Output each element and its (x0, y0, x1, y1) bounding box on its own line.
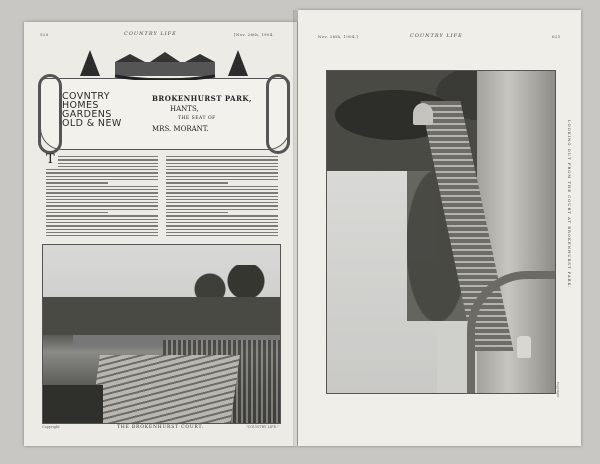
garden-view-photograph (326, 70, 556, 394)
text-line (166, 205, 278, 206)
text-line (46, 235, 158, 236)
title-banner (40, 48, 288, 152)
text-line (166, 199, 278, 200)
text-line (166, 222, 278, 223)
text-line (58, 163, 158, 164)
text-column-2 (166, 154, 278, 242)
text-line (46, 182, 108, 183)
right-date: Nov. 26th, 1904.] (318, 34, 359, 39)
right-running-title: COUNTRY LIFE (410, 33, 463, 39)
text-line (46, 189, 158, 190)
photo-credit-right: "COUNTRY LIFE." (246, 425, 279, 429)
text-line (166, 196, 278, 197)
text-line (166, 202, 278, 203)
photo-water (43, 385, 103, 424)
text-column-1 (46, 154, 158, 242)
text-line (46, 179, 158, 180)
text-line (46, 186, 158, 187)
text-line (46, 172, 158, 173)
text-line (46, 215, 158, 216)
text-line (166, 219, 278, 220)
scroll-ornament-left (38, 74, 62, 154)
text-line (166, 179, 278, 180)
text-line (166, 212, 228, 213)
text-line (166, 159, 278, 160)
dropcap: T (46, 152, 55, 167)
text-line (46, 212, 108, 213)
series-title-line-4: OLD & NEW (62, 118, 122, 129)
photo-caption: THE BROKENHURST COURT. (117, 425, 204, 430)
left-date: [Nov. 26th, 1904. (234, 32, 275, 37)
court-photograph (42, 244, 281, 424)
left-page-number: 520 (40, 32, 49, 37)
text-line (58, 166, 158, 167)
text-line (166, 192, 278, 193)
vertical-credit: Copyright (556, 382, 560, 398)
photo-urn (517, 336, 531, 358)
text-line (166, 229, 278, 230)
photo-credit-left: Copyright (42, 425, 60, 429)
text-line (166, 225, 278, 226)
text-line (46, 222, 158, 223)
photo-hedge (43, 297, 280, 335)
place-name: BROKENHURST PARK, (152, 94, 252, 103)
text-line (166, 232, 278, 233)
county: HANTS, (170, 105, 199, 113)
house-illustration (110, 52, 220, 80)
text-line (166, 166, 278, 167)
series-title-line-2: HOMES (62, 100, 99, 111)
text-line (166, 182, 228, 183)
page-gutter (293, 10, 301, 446)
text-line (166, 156, 278, 157)
photo-statue (413, 103, 433, 125)
owner: MRS. MORANT. (152, 125, 209, 133)
scroll-ornament-right (266, 74, 290, 154)
text-line (46, 205, 158, 206)
left-running-title: COUNTRY LIFE (124, 31, 177, 37)
text-line (166, 186, 278, 187)
text-line (46, 232, 158, 233)
vertical-caption: LOOKING OUT FROM THE COURT AT BROKENHURST PARK. (567, 120, 572, 289)
text-line (46, 225, 158, 226)
text-line (46, 176, 158, 177)
text-line (166, 169, 278, 170)
text-line (166, 176, 278, 177)
text-line (58, 159, 158, 160)
seat-of: THE SEAT OF (178, 116, 216, 121)
right-page (298, 10, 581, 446)
place-block (152, 94, 252, 134)
right-page-number: 621 (552, 34, 561, 39)
text-line (166, 235, 278, 236)
tree-icon-right (228, 50, 248, 76)
text-line (46, 196, 158, 197)
text-line (46, 169, 158, 170)
text-line (166, 215, 278, 216)
photo-steps (90, 355, 240, 424)
tree-icon-left (80, 50, 100, 76)
series-title-line-3: GARDENS (62, 109, 112, 120)
text-line (166, 189, 278, 190)
text-line (166, 172, 278, 173)
left-page (24, 22, 297, 446)
text-line (46, 202, 158, 203)
text-line (46, 219, 158, 220)
text-line (166, 163, 278, 164)
text-line (46, 192, 158, 193)
series-title (62, 92, 142, 128)
series-title-line-1: COVNTRY (62, 91, 110, 102)
text-line (46, 229, 158, 230)
text-line (46, 209, 158, 210)
text-line (46, 199, 158, 200)
text-line (58, 156, 158, 157)
text-line (166, 209, 278, 210)
